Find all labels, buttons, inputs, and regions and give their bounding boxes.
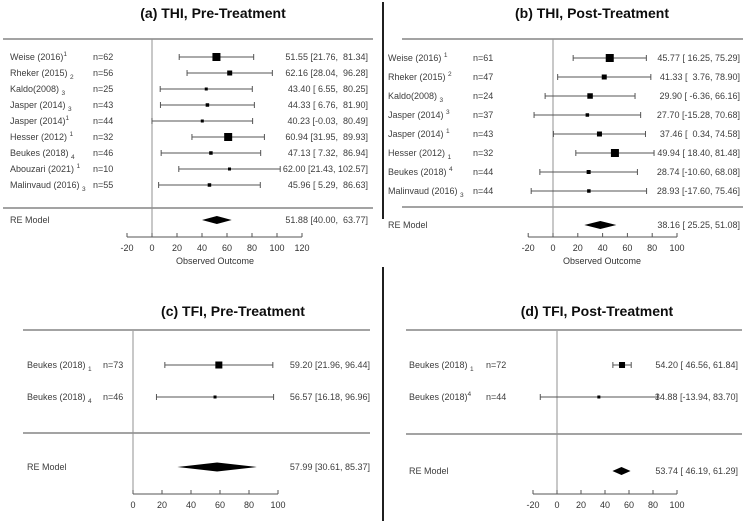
- study-footnote-mark: 3: [68, 105, 72, 113]
- axis-tick-label: 100: [669, 500, 685, 510]
- study-label: Beukes (2018) $_4$: [27, 392, 92, 405]
- study-label: Jasper $(2014)^1$: [10, 115, 70, 126]
- axis-tick-label: 0: [149, 243, 155, 253]
- axis-tick-label: 20: [171, 243, 182, 253]
- study-estimate: 37.46 [ 0.34, 74.58]: [659, 129, 740, 139]
- panel-b-title: (b) THI, Post-Treatment: [514, 5, 670, 21]
- study-footnote-mark: 1: [447, 153, 452, 161]
- axis-tick-label: 20: [572, 243, 583, 253]
- axis-tick-label: 40: [599, 500, 610, 510]
- axis-tick-label: -20: [120, 243, 134, 253]
- study-n: n=25: [93, 84, 114, 94]
- effect-marker: [201, 120, 204, 123]
- axis-title: Observed Outcome: [562, 256, 642, 266]
- axis-title: Observed Outcome: [175, 256, 255, 266]
- re-model-estimate: 53.74 [ 46.19, 61.29]: [655, 466, 738, 476]
- study-n: n=44: [486, 392, 507, 402]
- study-n: n=44: [473, 167, 494, 177]
- axis-tick-label: 120: [294, 243, 310, 253]
- axis-tick-label: 40: [196, 243, 207, 253]
- effect-marker: [224, 133, 232, 141]
- effect-marker: [215, 362, 222, 369]
- study-footnote-mark: 1: [65, 115, 70, 122]
- axis-tick-label: 60: [214, 500, 225, 510]
- effect-marker: [602, 75, 607, 80]
- study-estimate: 43.40 [ 6.55, 80.25]: [287, 84, 368, 94]
- study-n: n=55: [93, 180, 114, 190]
- study-footnote-mark: 2: [448, 71, 452, 78]
- study-footnote-mark: 4: [467, 391, 472, 398]
- study-label: Beukes (2018) $_1$: [27, 360, 92, 373]
- study-n: n=37: [473, 110, 494, 120]
- study-n: n=61: [473, 53, 494, 63]
- re-model-estimate: 57.99 [30.61, 85.37]: [289, 462, 370, 472]
- axis-tick-label: 80: [246, 243, 257, 253]
- effect-marker: [597, 396, 600, 399]
- effect-marker: [586, 113, 590, 117]
- study-estimate: 47.13 [ 7.32, 86.94]: [287, 148, 368, 158]
- study-footnote-mark: 1: [470, 365, 474, 373]
- study-footnote-mark: 3: [439, 96, 444, 104]
- study-label: Beukes (2018) $_1$: [409, 360, 474, 373]
- re-model-label: RE Model: [10, 215, 50, 225]
- study-label: Beukes (2018) $^4$: [388, 166, 453, 177]
- study-label: Weise $(2016)^1$: [10, 51, 67, 62]
- effect-marker: [587, 170, 591, 174]
- study-label: Jasper (2014) $^1$: [388, 128, 450, 139]
- study-estimate: 41.33 [ 3.76, 78.90]: [659, 72, 740, 82]
- study-estimate: 45.77 [ 16.25, 75.29]: [657, 53, 740, 63]
- study-estimate: 45.96 [ 5.29, 86.63]: [287, 180, 368, 190]
- study-estimate: 56.57 [16.18, 96.96]: [289, 392, 370, 402]
- study-n: n=24: [473, 91, 494, 101]
- study-estimate: 62.16 [28.04, 96.28]: [285, 68, 368, 78]
- effect-marker: [214, 396, 217, 399]
- effect-marker: [227, 71, 232, 76]
- study-label: Hesser (2012) $^1$: [10, 131, 74, 142]
- study-footnote-mark: 1: [446, 128, 450, 135]
- axis-tick-label: 80: [647, 500, 658, 510]
- study-estimate: 28.74 [-10.60, 68.08]: [656, 167, 740, 177]
- axis-tick-label: 100: [669, 243, 685, 253]
- study-label: Beukes (2018) $_4$: [10, 148, 75, 161]
- axis-tick-label: 0: [554, 500, 560, 510]
- axis-tick-label: 80: [647, 243, 658, 253]
- re-model-estimate: 38.16 [ 25.25, 51.08]: [657, 220, 740, 230]
- study-label: Rheker (2015) $^2$: [388, 71, 452, 82]
- effect-marker: [587, 93, 593, 99]
- study-label: Jasper (2014) $_3$: [10, 100, 72, 113]
- study-n: n=32: [93, 132, 114, 142]
- study-estimate: 27.70 [-15.28, 70.68]: [656, 110, 740, 120]
- study-n: n=46: [93, 148, 114, 158]
- study-footnote-mark: 1: [63, 51, 67, 58]
- study-n: n=62: [93, 52, 114, 62]
- axis-tick-label: 20: [575, 500, 586, 510]
- axis-tick-label: 60: [221, 243, 232, 253]
- study-footnote-mark: 1: [69, 131, 74, 138]
- effect-marker: [208, 183, 212, 187]
- study-n: n=10: [93, 164, 114, 174]
- study-estimate: 29.90 [ -6.36, 66.16]: [659, 91, 740, 101]
- axis-tick-label: 0: [550, 243, 556, 253]
- study-footnote-mark: 1: [443, 52, 448, 59]
- effect-marker: [206, 103, 210, 107]
- study-n: n=56: [93, 68, 114, 78]
- study-label: Kaldo(2008) $_3$: [10, 84, 66, 97]
- study-footnote-mark: 3: [82, 185, 86, 193]
- re-model-label: RE Model: [27, 462, 67, 472]
- effect-marker: [597, 132, 602, 137]
- axis-tick-label: 60: [623, 500, 634, 510]
- study-n: n=44: [473, 186, 494, 196]
- study-footnote-mark: 1: [76, 163, 81, 170]
- axis-tick-label: 80: [243, 500, 254, 510]
- study-label: Hesser (2012) $_1$: [388, 148, 452, 161]
- axis-tick-label: 100: [269, 243, 285, 253]
- effect-marker: [228, 168, 231, 171]
- study-estimate: 59.20 [21.96, 96.44]: [289, 360, 370, 370]
- study-estimate: 28.93 [-17.60, 75.46]: [656, 186, 740, 196]
- study-n: n=46: [103, 392, 124, 402]
- study-estimate: 49.94 [ 18.40, 81.48]: [657, 148, 740, 158]
- effect-marker: [212, 53, 220, 61]
- axis-tick-label: 100: [270, 500, 286, 510]
- study-n: n=44: [93, 116, 114, 126]
- study-estimate: 44.33 [ 6.76, 81.90]: [287, 100, 368, 110]
- study-n: n=32: [473, 148, 494, 158]
- study-estimate: 40.23 [-0.03, 80.49]: [287, 116, 368, 126]
- axis-tick-label: 20: [156, 500, 167, 510]
- axis-tick-label: 60: [622, 243, 633, 253]
- panel-d-title: (d) TFI, Post-Treatment: [520, 303, 674, 319]
- study-label: Weise (2016) $^1$: [388, 52, 448, 63]
- study-label: Malinvaud (2016) $_3$: [388, 186, 464, 199]
- study-footnote-mark: 2: [70, 73, 74, 81]
- study-label: Abouzari (2021) $^1$: [10, 163, 81, 174]
- study-footnote-mark: 3: [446, 109, 450, 116]
- study-footnote-mark: 4: [449, 166, 453, 173]
- study-footnote-mark: 4: [88, 397, 92, 405]
- study-estimate: 51.55 [21.76, 81.34]: [285, 52, 368, 62]
- re-model-estimate: 51.88 [40.00, 63.77]: [285, 215, 368, 225]
- effect-marker: [209, 151, 213, 155]
- re-model-label: RE Model: [409, 466, 449, 476]
- axis-tick-label: -20: [521, 243, 535, 253]
- study-label: Beukes $(2018)^4$: [409, 391, 472, 402]
- study-label: Rheker (2015) $_2$: [10, 68, 74, 81]
- study-footnote-mark: 1: [88, 365, 92, 373]
- re-model-label: RE Model: [388, 220, 428, 230]
- study-n: n=73: [103, 360, 124, 370]
- axis-tick-label: 40: [185, 500, 196, 510]
- study-footnote-mark: 4: [71, 153, 75, 161]
- summary-diamond: [202, 216, 232, 224]
- study-label: Malinvaud (2016) $_3$: [10, 180, 86, 193]
- study-n: n=43: [93, 100, 114, 110]
- axis-tick-label: 0: [130, 500, 136, 510]
- study-label: Jasper (2014) $^3$: [388, 109, 450, 120]
- study-footnote-mark: 3: [460, 191, 464, 199]
- axis-tick-label: 40: [597, 243, 608, 253]
- study-n: n=43: [473, 129, 494, 139]
- axis-tick-label: -20: [526, 500, 540, 510]
- study-label: Kaldo(2008) $_3$: [388, 91, 444, 104]
- study-n: n=72: [486, 360, 507, 370]
- study-estimate: 54.20 [ 46.56, 61.84]: [655, 360, 738, 370]
- study-estimate: 34.88 [-13.94, 83.70]: [654, 392, 738, 402]
- effect-marker: [587, 189, 591, 193]
- study-estimate: 60.94 [31.95, 89.93]: [285, 132, 368, 142]
- panel-c-title: (c) TFI, Pre-Treatment: [161, 303, 305, 319]
- study-n: n=47: [473, 72, 494, 82]
- study-footnote-mark: 3: [61, 89, 66, 97]
- panel-a-title: (a) THI, Pre-Treatment: [140, 5, 286, 21]
- study-estimate: 62.00 [21.43, 102.57]: [282, 164, 368, 174]
- effect-marker: [205, 88, 208, 91]
